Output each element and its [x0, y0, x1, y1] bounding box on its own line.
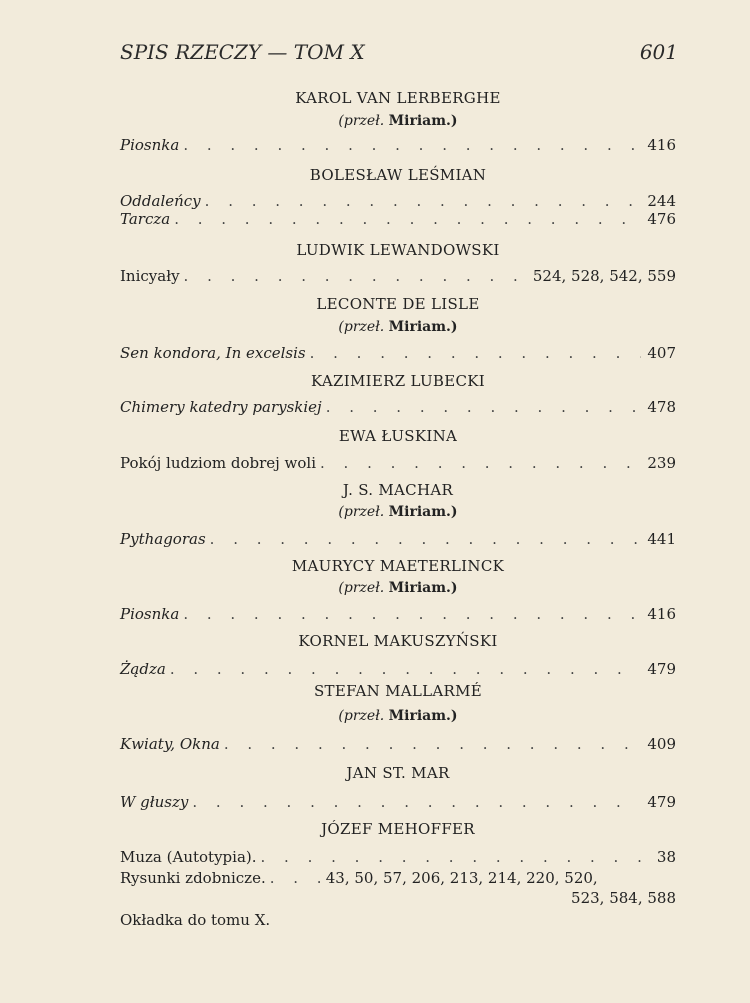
toc-entry [120, 453, 676, 473]
author-heading: KAZIMIERZ LUBECKI [311, 372, 485, 390]
translator-name: Miriam.) [388, 708, 458, 724]
entry-pages: 476 [647, 210, 676, 228]
author-heading: KAROL VAN LERBERGHE [295, 89, 501, 107]
author-heading: JAN ST. MAR [346, 764, 450, 782]
dot-leader [310, 343, 642, 363]
toc-entry [120, 604, 676, 624]
entry-title: Muza (Autotypia). [120, 848, 257, 866]
author-heading: BOLESŁAW LEŚMIAN [309, 166, 487, 184]
author-heading: LECONTE DE LISLE [316, 295, 480, 313]
entry-pages: 239 [647, 454, 676, 472]
toc-entry [120, 792, 676, 812]
translator-note [120, 317, 676, 337]
toc-entry [120, 397, 676, 417]
entry-title: Kwiaty, Okna [120, 735, 220, 753]
translator-name: Miriam.) [388, 113, 458, 129]
entry-title: Tarcza [120, 210, 171, 228]
entry-pages: 38 [656, 848, 676, 866]
entry-title: Sen kondora, In excelsis [120, 344, 306, 362]
entry-pages-continued: 523, 584, 588 [571, 889, 676, 907]
translator-prefix: (przeł. [338, 580, 385, 596]
entry-title: Pythagoras [120, 530, 206, 548]
running-header [120, 39, 678, 65]
toc-entry [120, 135, 676, 155]
toc-entry-title: Okładka do tomu X. [120, 911, 271, 929]
dot-leader [184, 266, 527, 286]
toc-entry [120, 847, 676, 867]
header-title: SPIS RZECZY — TOM X [120, 40, 365, 64]
dot-leader [174, 209, 641, 229]
author-heading: KORNEL MAKUSZYŃSKI [298, 632, 498, 650]
author-heading: EWA ŁUSKINA [338, 427, 458, 445]
translator-name: Miriam.) [388, 319, 458, 335]
entry-pages: 479 [647, 793, 676, 811]
page-number: 601 [639, 40, 678, 64]
entry-pages: 407 [647, 344, 676, 362]
toc-entry [120, 734, 676, 754]
entry-title: Inicyały [120, 267, 180, 285]
author-heading: JÓZEF MEHOFFER [321, 820, 475, 838]
translator-name: Miriam.) [388, 504, 458, 520]
entry-pages: 416 [647, 136, 676, 154]
entry-title: Rysunki zdobnicze. [120, 869, 266, 887]
toc-entry [120, 266, 676, 286]
toc-entry [120, 343, 676, 363]
entry-title: Piosnka [120, 605, 180, 623]
entry-pages: 416 [647, 605, 676, 623]
dot-leader [183, 135, 641, 155]
entry-title: Chimery katedry paryskiej [120, 398, 322, 416]
entry-pages: 478 [647, 398, 676, 416]
entry-pages: 441 [647, 530, 676, 548]
entry-title: Pokój ludziom dobrej woli [120, 454, 317, 472]
dot-leader [205, 191, 642, 211]
entry-title: Piosnka [120, 136, 180, 154]
entry-title: Oddaleńcy [120, 192, 201, 210]
translator-name: Miriam.) [388, 580, 458, 596]
dot-leader [326, 397, 642, 417]
toc-entry [120, 191, 676, 211]
translator-note [120, 706, 676, 726]
author-heading: J. S. MACHAR [342, 481, 454, 499]
entry-title: Żądza [120, 660, 166, 678]
translator-note [120, 111, 676, 131]
translator-prefix: (przeł. [338, 113, 385, 129]
translator-prefix: (przeł. [338, 504, 385, 520]
dot-leader [270, 868, 320, 888]
dot-leader [210, 529, 642, 549]
translator-prefix: (przeł. [338, 708, 385, 724]
author-heading: MAURYCY MAETERLINCK [291, 557, 505, 575]
dot-leader [320, 453, 641, 473]
entry-pages: 244 [647, 192, 676, 210]
toc-entry [120, 529, 676, 549]
toc-entry [120, 659, 676, 679]
entry-pages: 479 [647, 660, 676, 678]
dot-leader [183, 604, 641, 624]
toc-entry [120, 868, 626, 888]
toc-entry [120, 209, 676, 229]
entry-pages: 524, 528, 542, 559 [532, 267, 676, 285]
translator-note [120, 578, 676, 598]
entry-title: W głuszy [120, 793, 189, 811]
author-heading: LUDWIK LEWANDOWSKI [296, 241, 500, 259]
dot-leader [170, 659, 642, 679]
dot-leader [224, 734, 642, 754]
dot-leader [261, 847, 651, 867]
entry-pages: 43, 50, 57, 206, 213, 214, 220, 520, [325, 869, 598, 887]
author-heading: STEFAN MALLARMÉ [313, 682, 483, 700]
dot-leader [192, 792, 641, 812]
translator-prefix: (przeł. [338, 319, 385, 335]
translator-note [120, 502, 676, 522]
entry-pages: 409 [647, 735, 676, 753]
